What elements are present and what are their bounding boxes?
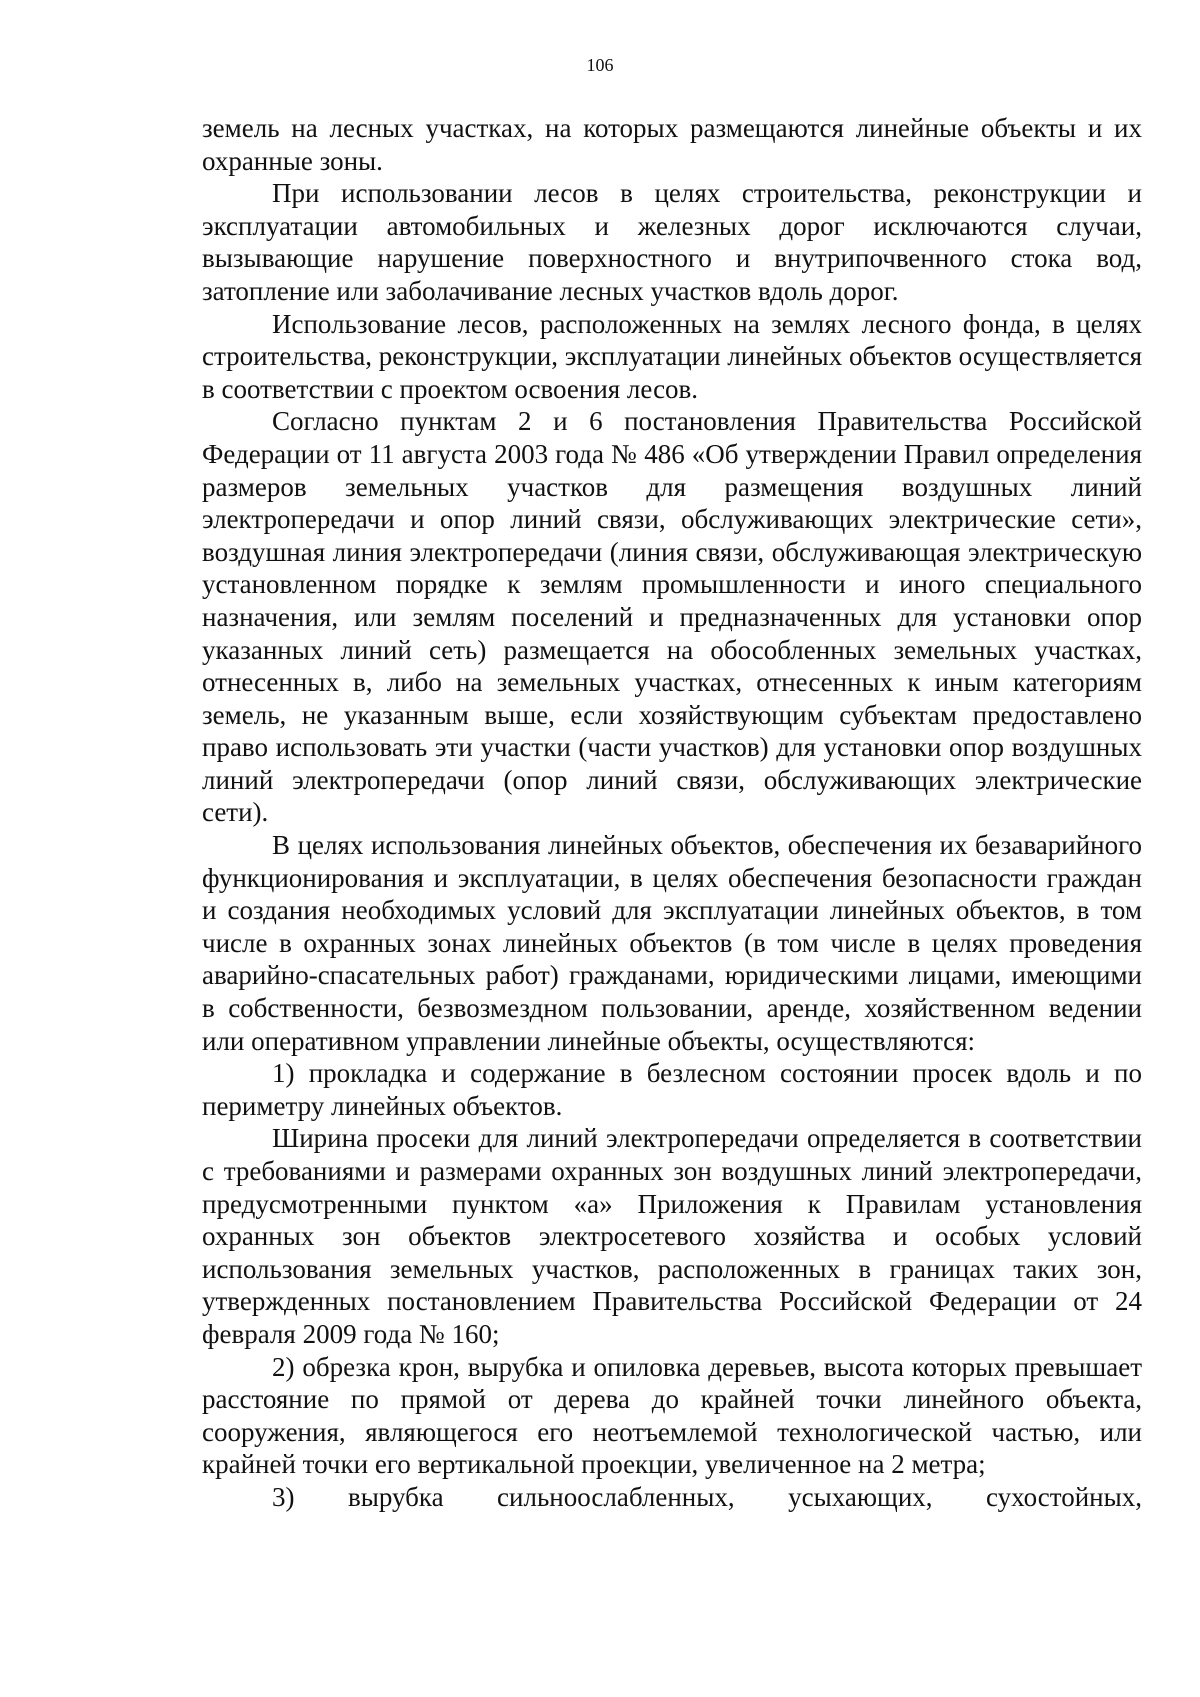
- list-item-3: 3) вырубка сильноослабленных, усыхающих, сухостойных,: [272, 1481, 1142, 1512]
- document-body: [202, 112, 1142, 1514]
- paragraph-2: При использовании лесов в целях строительства, реконструкции и эксплуатации автомобильных и железных дорог исключаются случаи, вызывающие нарушение поверхностного и внутрипочвенного стока вод, затопление или заболачивание лесных участков вдоль дорог.: [202, 178, 1142, 306]
- list-item-1: 1) прокладка и содержание в безлесном состоянии просек вдоль и по периметру линейных объектов.: [202, 1058, 1142, 1121]
- paragraph-6: Ширина просеки для линий электропередачи определяется в соответствии с требованиями и размерами охранных зон воздушных линий электропередачи, предусмотренными пунктом «а» Приложения к Правилам установления охранных зон объектов электросетевого хозяйства и особых условий использования земельных участков, расположенных в границах таких зон, утвержденных постановлением Правительства Российской Федерации от 24 февраля 2009 года № 160;: [202, 1123, 1142, 1349]
- paragraph-1: земель на лесных участках, на которых размещаются линейные объекты и их охранные зоны.: [202, 113, 1142, 176]
- paragraph-3: Использование лесов, расположенных на землях лесного фонда, в целях строительства, реконструкции, эксплуатации линейных объектов осуществляется в соответствии с проектом освоения лесов.: [202, 308, 1142, 404]
- paragraph-5: В целях использования линейных объектов, обеспечения их безаварийного функционирования и эксплуатации, в целях обеспечения безопасности граждан и создания необходимых условий для эксплуатации линейных объектов, в том числе в охранных зонах линейных объектов (в том числе в целях проведения аварийно-спасательных работ) гражданами, юридическими лицами, имеющими в собственности, безвозмездном пользовании, аренде, хозяйственном ведении или оперативном управлении линейные объекты, осуществляются:: [202, 830, 1142, 1056]
- page-number: 106: [586, 55, 614, 75]
- paragraph-4: Согласно пунктам 2 и 6 постановления Правительства Российской Федерации от 11 августа 2003 года № 486 «Об утверждении Правил определения размеров земельных участков для размещения воздушных линий электропередачи и опор линий связи, обслуживающих электрические сети», воздушная линия электропередачи (линия связи, обслуживающая электрическую установленном порядке к землям промышленности и иного специального назначения, или землям поселений и предназначенных для установки опор указанных линий сеть) размещается на обособленных земельных участках, отнесенных в, либо на земельных участках, отнесенных к иным категориям земель, не указанным выше, если хозяйствующим субъектам предоставлено право использовать эти участки (части участков) для установки опор воздушных линий электропередачи (опор линий связи, обслуживающих электрические сети).: [202, 406, 1142, 828]
- list-item-2: 2) обрезка крон, вырубка и опиловка деревьев, высота которых превышает расстояние по прямой от дерева до крайней точки линейного объекта, сооружения, являющегося его неотъемлемой технологической частью, или крайней точки его вертикальной проекции, увеличенное на 2 метра;: [202, 1351, 1142, 1480]
